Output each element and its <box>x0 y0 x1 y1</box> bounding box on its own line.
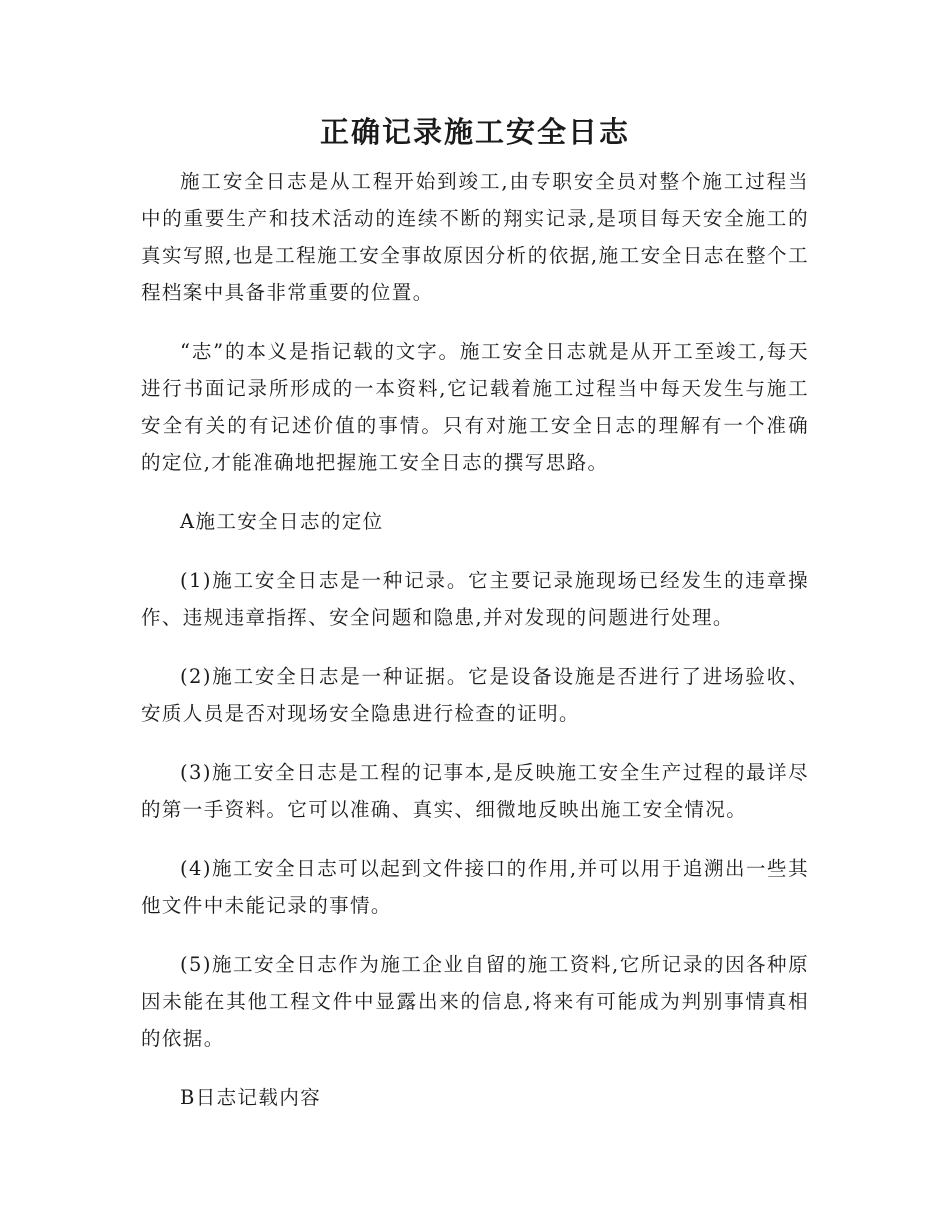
section-heading-a: A施工安全日志的定位 <box>180 510 384 533</box>
paragraph-intro: 施工安全日志是从工程开始到竣工,由专职安全员对整个施工过程当中的重要生产和技术活动的连续不断的翔实记录,是项目每天安全施工的真实写照,也是工程施工安全事故原因分析的依据,施工安全日志在整个工程档案中具备非常重要的位置。 <box>141 170 809 304</box>
section-heading-b: B日志记载内容 <box>180 1086 322 1109</box>
paragraph-item-5: (5)施工安全日志作为施工企业自留的施工资料,它所记录的因各种原因未能在其他工程文件中显露出来的信息,将来有可能成为判别事情真相的依据。 <box>141 953 809 1050</box>
paragraph-item-1: (1)施工安全日志是一种记录。它主要记录施现场已经发生的违章操作、违规违章指挥、安全问题和隐患,并对发现的问题进行处理。 <box>141 569 809 629</box>
document-title: 正确记录施工安全日志 <box>319 115 630 149</box>
paragraph-item-2: (2)施工安全日志是一种证据。它是设备设施是否进行了进场验收、安质人员是否对现场安全隐患进行检查的证明。 <box>141 665 809 725</box>
paragraph-definition: “志”的本义是指记载的文字。施工安全日志就是从开工至竣工,每天进行书面记录所形成的一本资料,它记载着施工过程当中每天发生与施工安全有关的有记述价值的事情。只有对施工安全日志的理解有一个准确的定位,才能准确地把握施工安全日志的撰写思路。 <box>141 340 809 474</box>
paragraph-item-4: (4)施工安全日志可以起到文件接口的作用,并可以用于追溯出一些其他文件中未能记录的事情。 <box>141 857 809 917</box>
document-body <box>141 163 809 1138</box>
paragraph-item-3: (3)施工安全日志是工程的记事本,是反映施工安全生产过程的最详尽的第一手资料。它可以准确、真实、细微地反映出施工安全情况。 <box>141 761 809 821</box>
